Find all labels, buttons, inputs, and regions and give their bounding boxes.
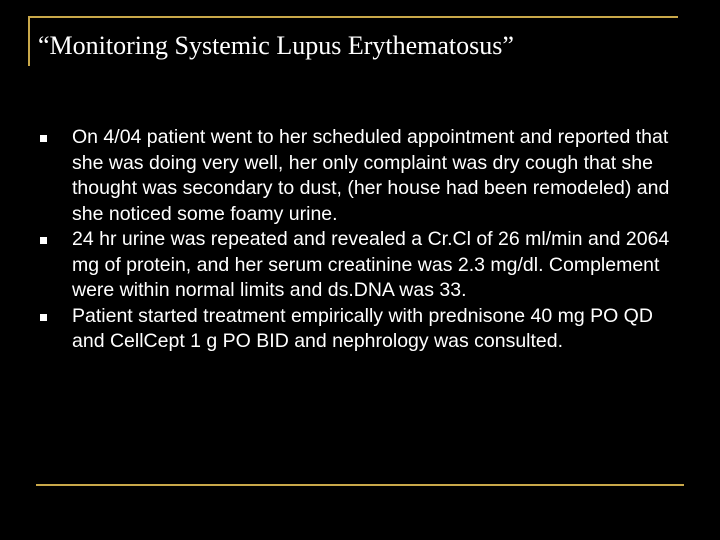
square-bullet-icon — [40, 237, 47, 244]
bullet-text: Patient started treatment empirically with prednisone 40 mg PO QD and CellCept 1 g PO BID and nephrology was consulted. — [72, 304, 653, 352]
bullet-text: 24 hr urine was repeated and revealed a Cr.Cl of 26 ml/min and 2064 mg of protein, and her serum creatinine was 2.3 mg/dl. Complement were within normal limits and ds.DNA was 33. — [72, 228, 670, 301]
bullet-list — [38, 125, 678, 355]
title-frame — [28, 16, 678, 66]
bullet-item — [38, 304, 678, 355]
square-bullet-icon — [40, 314, 47, 321]
square-bullet-icon — [40, 135, 47, 142]
bullet-text: On 4/04 patient went to her scheduled appointment and reported that she was doing very well, her only complaint was dry cough that she thought was secondary to dust, (her house had been remodeled) and she noticed some foamy urine. — [72, 126, 670, 225]
bullet-item — [38, 125, 678, 227]
slide-title: “Monitoring Systemic Lupus Erythematosus” — [38, 31, 514, 60]
title-left-rule — [28, 16, 30, 66]
bullet-item — [38, 227, 678, 304]
title-top-rule — [28, 16, 678, 18]
bottom-rule — [36, 484, 684, 486]
